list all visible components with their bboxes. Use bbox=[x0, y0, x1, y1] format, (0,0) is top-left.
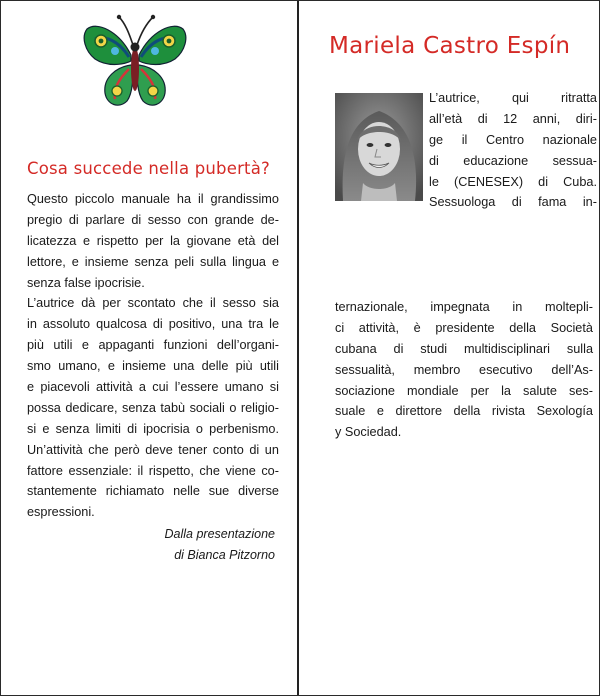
text-line: all’età di 12 anni, diri- bbox=[429, 111, 597, 126]
presentation-credit bbox=[165, 524, 276, 565]
text-line: ci attività, è presidente della Società bbox=[335, 320, 593, 335]
text-line: di educazione sessua- bbox=[429, 153, 597, 168]
description-text bbox=[27, 189, 279, 523]
text-line: in assoluto qualcosa di positivo, una tra le bbox=[27, 317, 279, 332]
credit-line: di Bianca Pitzorno bbox=[174, 547, 275, 562]
text-line: ge il Centro nazionale bbox=[429, 132, 597, 147]
text-line: L’autrice, qui ritratta bbox=[429, 91, 597, 105]
text-line: licatezza e rispetto per la giovane età del bbox=[27, 233, 279, 248]
text-line: ternazionale, impegnata in moltepli- bbox=[335, 300, 593, 314]
text-line: e piacevoli attività a cui l’essere umano si bbox=[27, 380, 279, 395]
text-line: le (CENESEX) di Cuba. bbox=[429, 174, 597, 189]
text-line: sociazione mondiale per la salute ses- bbox=[335, 383, 593, 398]
left-flap bbox=[1, 1, 297, 695]
text-line: suale e direttore della rivista Sexología bbox=[335, 404, 593, 419]
author-name: Mariela Castro Espín bbox=[329, 33, 571, 59]
section-heading: Cosa succede nella pubertà? bbox=[27, 159, 270, 178]
butterfly-icon bbox=[81, 7, 191, 119]
text-line: si e senza limiti di ipocrisia o perbenismo. bbox=[27, 421, 279, 436]
credit-line: Dalla presentazione bbox=[164, 527, 275, 541]
text-line: lettore, e insieme senza peli sulla lingua e bbox=[27, 254, 279, 269]
text-line: y Sociedad. bbox=[335, 425, 402, 440]
text-line: più utili e appaganti funzioni dell’organi- bbox=[27, 338, 279, 353]
text-line: espressioni. bbox=[27, 505, 95, 520]
text-line: Un’attività che però deve tener conto di un bbox=[27, 442, 279, 457]
text-line: sessualità, membro esecutivo dell’As- bbox=[335, 362, 593, 377]
text-line: smo umano, e insieme una delle più utili bbox=[27, 359, 279, 374]
author-bio-full-width bbox=[335, 297, 593, 443]
portrait-photo bbox=[335, 93, 423, 201]
text-line: cubana di studi multidisciplinari sulla bbox=[335, 341, 593, 356]
author-bio-beside-photo bbox=[429, 88, 597, 213]
text-line: fattore essenziale: il rispetto, che viene co- bbox=[27, 463, 279, 478]
text-line: stantemente richiamato nelle sue diverse bbox=[27, 484, 279, 499]
text-line: senza false ipocrisie. bbox=[27, 275, 145, 290]
text-line: L’autrice dà per scontato che il sesso sia bbox=[27, 296, 279, 311]
text-line: possa dedicare, senza tabù sociali o religio- bbox=[27, 400, 279, 415]
right-flap bbox=[299, 1, 599, 695]
text-line: pregio di parlare di sesso con grande de- bbox=[27, 212, 279, 227]
text-line: Questo piccolo manuale ha il grandissimo bbox=[27, 192, 279, 206]
text-line: Sessuologa di fama in- bbox=[429, 195, 597, 210]
